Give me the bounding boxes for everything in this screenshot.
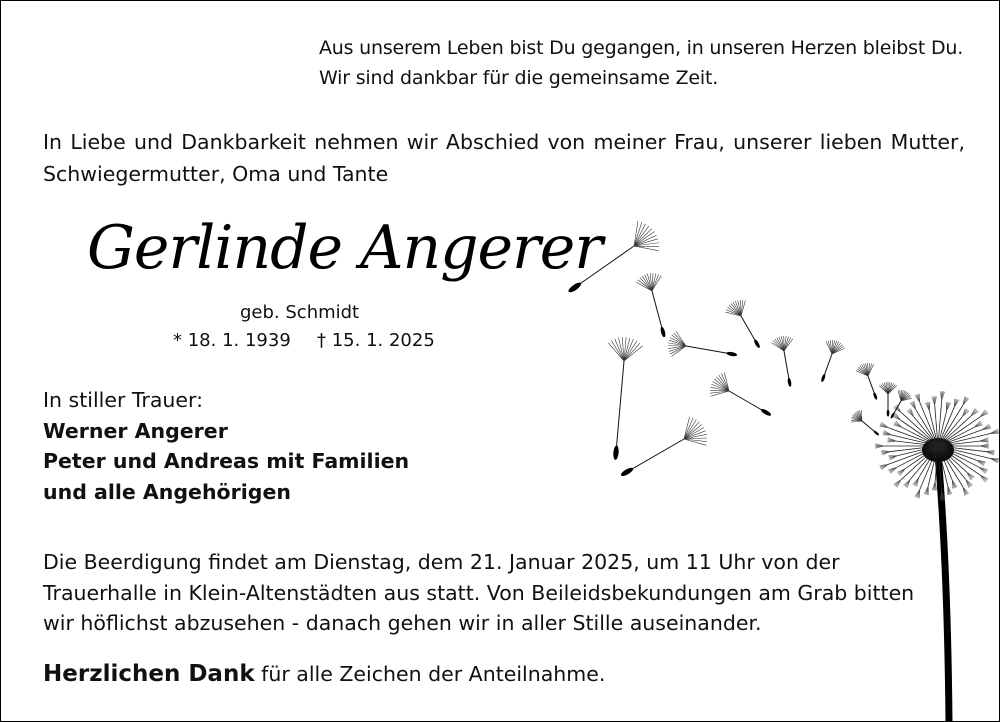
motto-line-1: Aus unserem Leben bist Du gegangen, in unseren Herzen bleibst Du. — [319, 37, 964, 59]
mourners-heading: In stiller Trauer: — [43, 388, 203, 412]
funeral-line-1: Die Beerdigung findet am Dienstag, dem 21. Januar 2025, um 11 Uhr von der — [43, 550, 840, 574]
thanks-emphasis: Herzlichen Dank — [43, 661, 255, 687]
dandelion-seed-icon — [851, 410, 880, 436]
flying-seeds-icon — [567, 221, 912, 477]
dandelion-seed-icon — [567, 221, 659, 294]
intro-line-2: Schwiegermutter, Oma und Tante — [43, 162, 389, 186]
dandelion-illustration — [546, 196, 1000, 722]
life-dates — [173, 330, 435, 351]
funeral-line-2: Trauerhalle in Klein-Altenstädten aus statt. Von Beileidsbekundungen am Grab bitten — [43, 580, 915, 605]
mourner-name: Peter und Andreas mit Familien — [43, 449, 410, 473]
dandelion-seed-icon — [890, 390, 912, 419]
funeral-line-3: wir höflichst abzusehen - danach gehen wir in aller Stille auseinander. — [43, 611, 762, 635]
mourner-name: und alle Angehörigen — [43, 479, 291, 504]
thanks-rest: für alle Zeichen der Anteilnahme. — [254, 662, 606, 686]
birth-date: * 18. 1. 1939 — [173, 330, 291, 351]
dandelion-seed-icon — [710, 373, 772, 417]
mourners-block — [43, 385, 409, 507]
dandelion-seed-icon — [725, 300, 760, 349]
dandelion-seed-icon — [636, 273, 666, 338]
dandelion-seed-icon — [772, 336, 793, 387]
intro-text — [43, 126, 965, 190]
motto-line-2: Wir sind dankbar für die gemeinsame Zeit. — [319, 67, 719, 89]
deceased-name: Gerlinde Angerer — [87, 213, 602, 283]
death-date: † 15. 1. 2025 — [317, 330, 435, 351]
motto-quote — [319, 33, 963, 93]
mourner-name: Werner Angerer — [43, 418, 228, 443]
intro-line-1: In Liebe und Dankbarkeit nehmen wir Abschied von meiner Frau, unserer lieben Mutter, — [43, 130, 965, 154]
dandelion-seed-icon — [820, 340, 844, 382]
dandelion-seed-icon — [668, 331, 737, 357]
dandelion-seed-icon — [856, 363, 878, 400]
dandelion-seed-icon — [879, 382, 896, 417]
thanks-line — [43, 661, 605, 687]
dandelion-seed-icon — [608, 337, 642, 460]
birth-name: geb. Schmidt — [240, 302, 360, 323]
dandelion-seed-icon — [620, 417, 707, 478]
